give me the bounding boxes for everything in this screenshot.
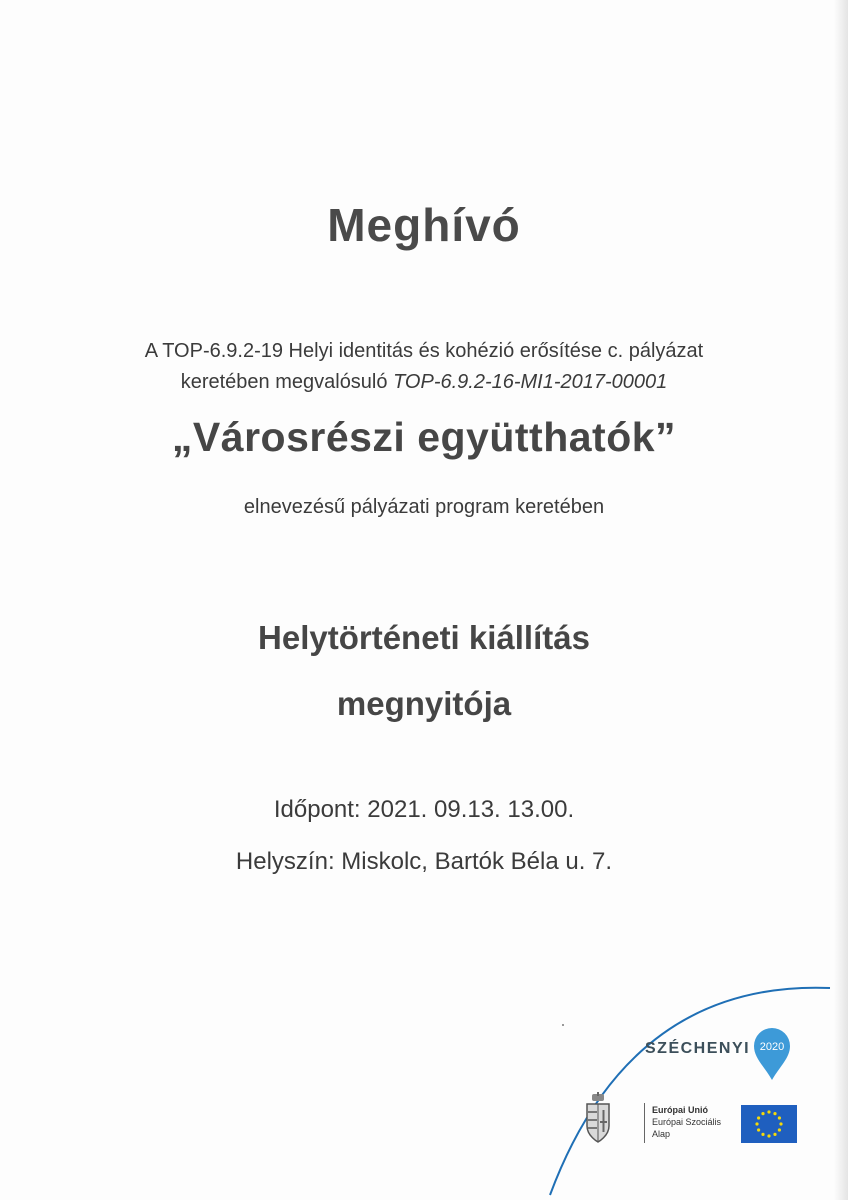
event-place: Helyszín: Miskolc, Bartók Béla u. 7. [235, 848, 613, 875]
eu-line-3: Alap [652, 1129, 671, 1139]
document-title: Meghívó [327, 199, 521, 251]
eu-line-2: Európai Szociális [652, 1117, 722, 1127]
eu-line-1: Európai Unió [652, 1105, 708, 1115]
hungarian-crest-icon [583, 1092, 613, 1144]
program-subtitle: elnevezésű pályázati program keretében [243, 496, 605, 518]
eu-flag-icon [741, 1105, 797, 1143]
footer-arc [540, 960, 840, 1200]
szechenyi-brand: SZÉCHENYI [645, 1040, 751, 1057]
event-details [0, 784, 848, 888]
program-name: „Városrészi együtthatók” [171, 414, 677, 460]
project-code: TOP-6.9.2-16-MI1-2017-00001 [393, 371, 668, 393]
event-title-line-1: Helytörténeti kiállítás [258, 619, 590, 656]
event-title-line-2: megnyitója [336, 685, 512, 722]
event-time: Időpont: 2021. 09.13. 13.00. [273, 796, 575, 823]
intro-paragraph [0, 336, 848, 398]
event-title [0, 605, 848, 737]
brand-year: 2020 [759, 1041, 785, 1053]
intro-line-1: A TOP-6.9.2-19 Helyi identitás és kohézió erősítése c. pályázat [144, 340, 704, 362]
intro-line-2-prefix: keretében megvalósuló [180, 371, 388, 393]
szechenyi-pin-icon [752, 1026, 792, 1082]
intro-line-2 [0, 367, 848, 398]
eu-text-block [652, 1104, 721, 1140]
footer-divider [644, 1103, 645, 1143]
